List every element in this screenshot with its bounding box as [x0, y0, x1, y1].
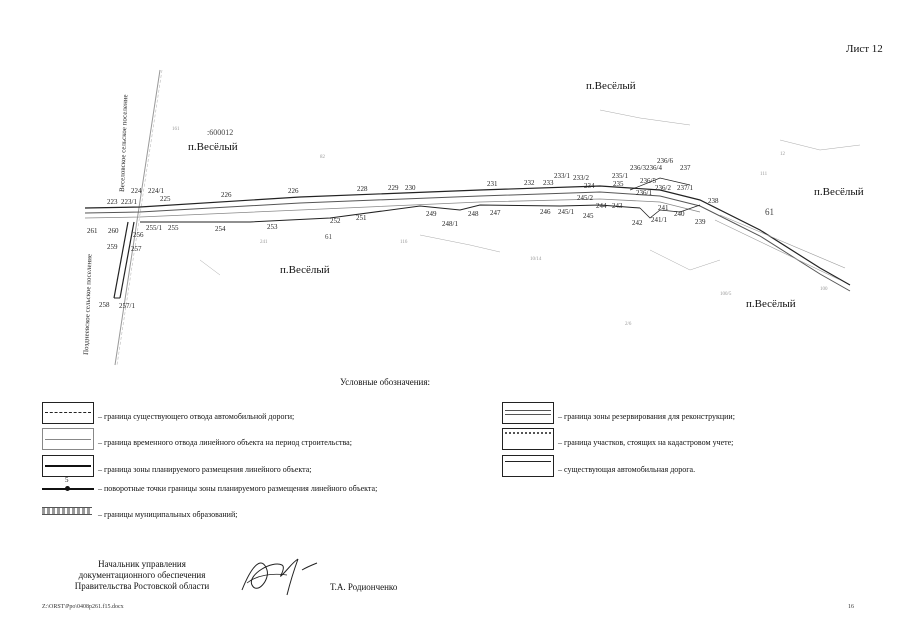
village-label: п.Весёлый — [746, 298, 796, 310]
svg-text:82: 82 — [320, 155, 325, 160]
legend-symbol — [42, 455, 94, 477]
svg-text:248: 248 — [468, 210, 479, 218]
svg-text:242: 242 — [632, 219, 643, 227]
handwritten-signature — [232, 545, 322, 605]
svg-text:224: 224 — [131, 187, 142, 195]
svg-text:259: 259 — [107, 243, 118, 251]
svg-text:248/1: 248/1 — [442, 220, 458, 228]
svg-text:236/5: 236/5 — [640, 177, 656, 185]
svg-text:230: 230 — [405, 184, 416, 192]
svg-text:100: 100 — [820, 287, 828, 292]
svg-text:235/1: 235/1 — [612, 172, 628, 180]
svg-text:241: 241 — [658, 204, 669, 212]
area-number: 61 — [325, 233, 332, 241]
svg-text:238: 238 — [708, 197, 719, 205]
svg-text:232: 232 — [524, 179, 535, 187]
legend-item-turning-points: 5 – поворотные точки границы зоны планируемого размещения линейного объекта; — [42, 478, 482, 500]
svg-text:260: 260 — [108, 227, 119, 235]
svg-text:255/1: 255/1 — [146, 224, 162, 232]
svg-text:257/1: 257/1 — [119, 302, 135, 310]
legend-item-existing-allotment: – граница существующего отвода автомобильной дороги; — [42, 402, 482, 424]
village-label: п.Весёлый — [814, 186, 864, 198]
signatory-position: Начальник управления документационного обеспечения Правительства Ростовской области — [74, 559, 210, 591]
svg-text:229: 229 — [388, 184, 399, 192]
svg-text:226: 226 — [288, 187, 299, 195]
svg-text:116: 116 — [400, 240, 408, 245]
cadastral-lines — [200, 110, 860, 275]
svg-text:251: 251 — [356, 214, 367, 222]
svg-text:249: 249 — [426, 210, 437, 218]
svg-text:245/2: 245/2 — [577, 194, 593, 202]
municipal-label-north: Веселовское сельское поселение — [118, 94, 130, 193]
svg-text:237/1: 237/1 — [677, 184, 693, 192]
area-number: 61 — [765, 207, 774, 217]
legend-symbol — [502, 455, 554, 477]
sheet-label: Лист 12 — [846, 43, 883, 55]
village-label: п.Весёлый — [188, 141, 238, 153]
footer-page-number: 16 — [848, 604, 854, 610]
legend-symbol — [42, 402, 94, 424]
turning-point-dot — [65, 486, 70, 491]
legend-item-municipal-boundaries: – границы муниципальных образований; — [42, 502, 482, 524]
svg-text:223/1: 223/1 — [121, 198, 137, 206]
road-band — [85, 178, 850, 291]
svg-text:245/1: 245/1 — [558, 208, 574, 216]
svg-text:239: 239 — [695, 218, 706, 226]
legend-symbol — [502, 428, 554, 450]
svg-text:100/5: 100/5 — [720, 292, 732, 297]
svg-text:236/6: 236/6 — [657, 157, 673, 165]
svg-text:261: 261 — [87, 227, 98, 235]
legend-item-planned-zone: – граница зоны планируемого размещения линейного объекта; — [42, 455, 482, 477]
cadastral-block-label: :600012 — [207, 128, 234, 137]
svg-text:236/3: 236/3 — [630, 164, 646, 172]
svg-text:233/2: 233/2 — [573, 174, 589, 182]
svg-text:252: 252 — [330, 217, 341, 225]
svg-text:241/1: 241/1 — [651, 216, 667, 224]
village-label: п.Весёлый — [280, 264, 330, 276]
svg-text:234: 234 — [584, 182, 595, 190]
svg-text:12: 12 — [780, 152, 785, 157]
svg-text:223: 223 — [107, 198, 118, 206]
turning-point-labels — [87, 157, 719, 310]
svg-text:253: 253 — [267, 223, 278, 231]
svg-text:247: 247 — [490, 209, 501, 217]
footer-path: Z:\ORST\Ppo\0408p261.f15.docx — [42, 604, 124, 610]
svg-text:2/6: 2/6 — [625, 322, 632, 327]
svg-text:224/1: 224/1 — [148, 187, 164, 195]
svg-text:233: 233 — [543, 179, 554, 187]
svg-text:241: 241 — [260, 240, 268, 245]
svg-text:254: 254 — [215, 225, 226, 233]
signatory-name: Т.А. Родионченко — [330, 582, 398, 592]
svg-text:245: 245 — [583, 212, 594, 220]
svg-text:228: 228 — [357, 185, 368, 193]
svg-text:257: 257 — [131, 245, 142, 253]
legend-symbol — [502, 402, 554, 424]
svg-text:235: 235 — [613, 180, 624, 188]
svg-text:243: 243 — [612, 202, 623, 210]
svg-text:226: 226 — [221, 191, 232, 199]
svg-text:161: 161 — [172, 127, 180, 132]
legend-item-existing-road: – существующая автомобильная дорога. — [502, 455, 802, 477]
svg-text:244: 244 — [596, 202, 607, 210]
legend-item-temporary-allotment: – граница временного отвода линейного объекта на период строительства; — [42, 428, 482, 450]
svg-text:236/2: 236/2 — [655, 184, 671, 192]
legend-symbol — [42, 428, 94, 450]
svg-text:10/14: 10/14 — [530, 257, 542, 262]
svg-text:111: 111 — [760, 172, 768, 177]
legend-item-reservation-zone: – граница зоны резервирования для реконструкции; — [502, 402, 802, 424]
municipal-label-south: Позднеевское сельское поселение — [82, 253, 94, 356]
svg-text:233/1: 233/1 — [554, 172, 570, 180]
svg-text:246: 246 — [540, 208, 551, 216]
svg-text:237: 237 — [680, 164, 691, 172]
legend-title: Условные обозначения: — [340, 377, 431, 387]
svg-text:231: 231 — [487, 180, 498, 188]
svg-text:225: 225 — [160, 195, 171, 203]
svg-text:240: 240 — [674, 210, 685, 218]
svg-text:236/1: 236/1 — [636, 189, 652, 197]
svg-text:256: 256 — [133, 231, 144, 239]
village-label: п.Весёлый — [586, 80, 636, 92]
svg-text:258: 258 — [99, 301, 110, 309]
svg-text:255: 255 — [168, 224, 179, 232]
legend-symbol — [42, 507, 92, 515]
legend-item-cadastral-parcels: – граница участков, стоящих на кадастровом учете; — [502, 428, 802, 450]
svg-text:236/4: 236/4 — [646, 164, 662, 172]
